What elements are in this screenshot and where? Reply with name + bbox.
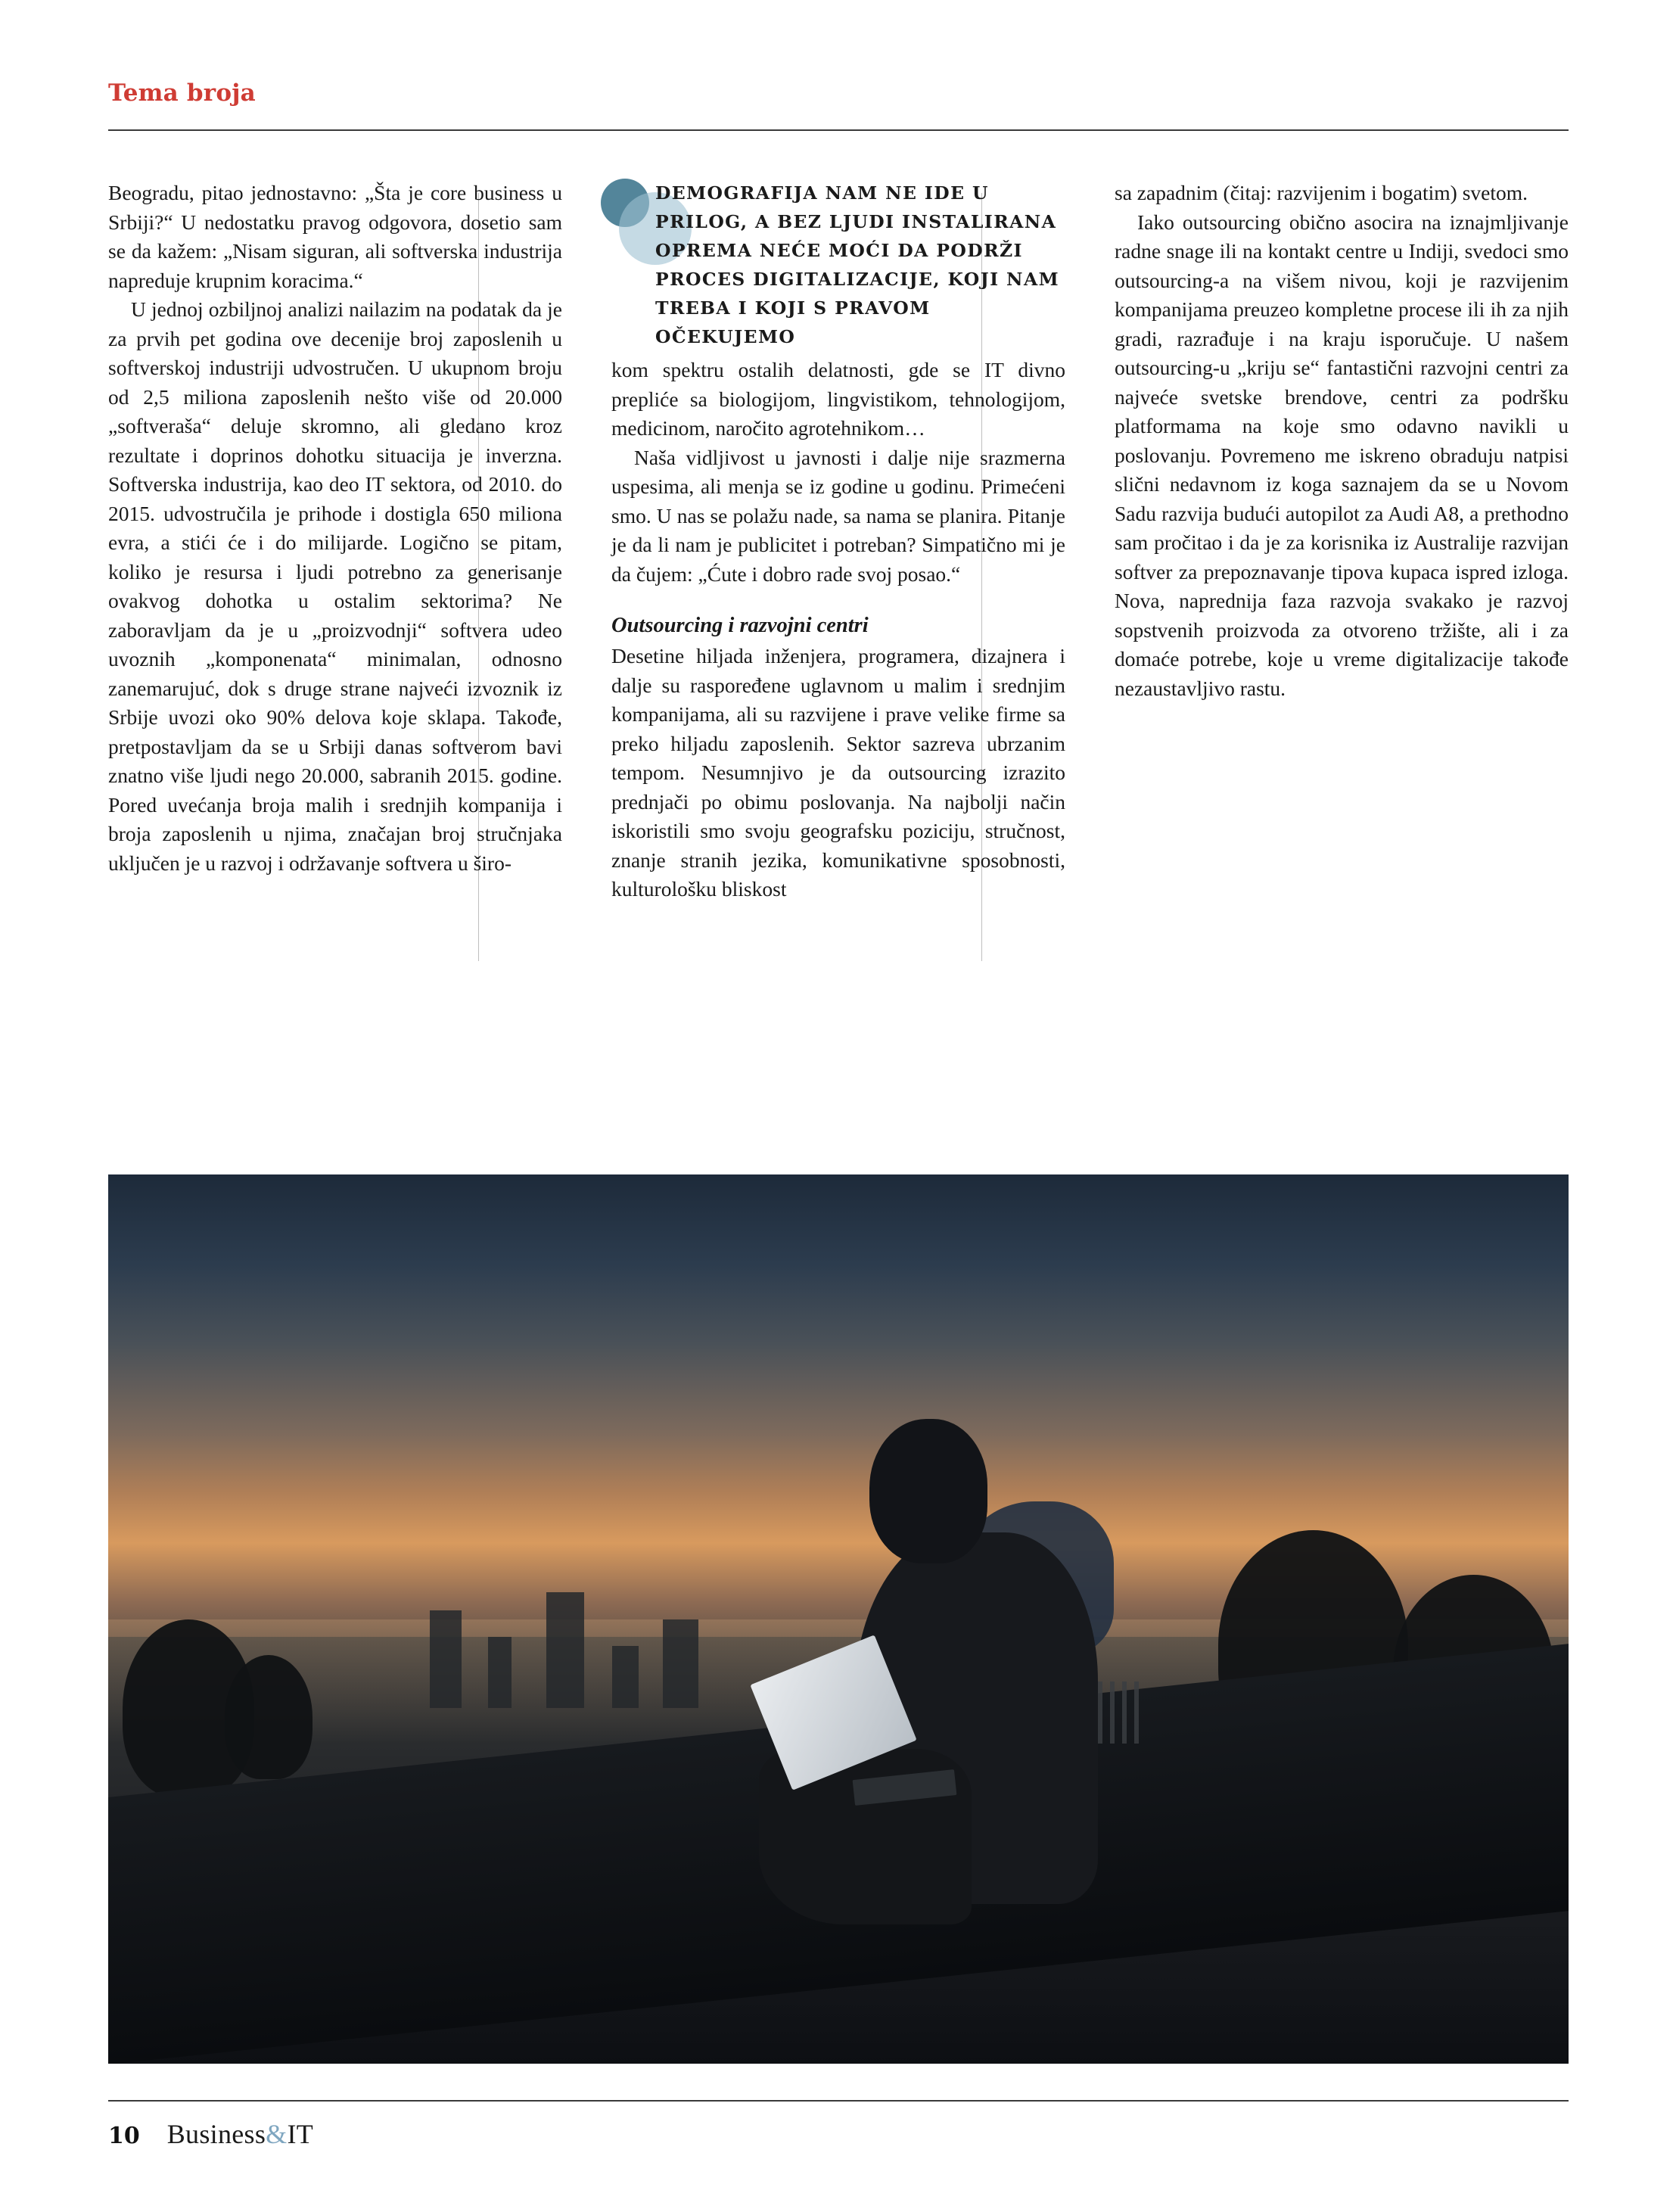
subheading: Outsourcing i razvojni centri xyxy=(611,614,869,637)
column-three xyxy=(1115,179,1569,703)
paragraph: Iako outsourcing obično asocira na iznajmljivanje radne snage ili na kontakt centre u Indiji, svedoci smo outsourcing-a na višem nivou, koji je razvijenim kompanijama preuzeo kompletne procese ili ih za njih gradi, razrađuje i na kraju isporučuje. U našem outsourcing-u „kriju se“ fantastični razvojni centri za najveće svetske brendove, centri za podršku platformama na koje smo odavno navikli u poslovanju. Povremeno me iskreno obraduju natpisi slični nedavnom iz koga saznajem da se u Novom Sadu razvija budući autopilot za Audi A8, a prethodno sam pročitao i da je za korisnika iz Australije razvijan softver za prepoznavanje tipova kupaca ispred izloga. Nova, naprednija faza razvoja svakako je razvoj sopstvenih proizvoda za otvoreno tržište, ali i za domaće potrebe, koje u vreme digitalizacije takođe nezaustavljivo rastu. xyxy=(1115,210,1569,700)
footer-divider xyxy=(108,2100,1569,2102)
photo-building xyxy=(430,1610,462,1708)
article-body xyxy=(108,179,1569,1155)
page-footer xyxy=(108,2100,1569,2150)
page-number: 10 xyxy=(108,2123,140,2149)
photo-building xyxy=(663,1619,698,1709)
paragraph: Desetine hiljada inženjera, programera, dizajnera i dalje su raspoređene uglavnom u malim i srednjim kompanijama, ali su razvijene i prave velike firme sa preko hiljadu zaposlenih. Sektor sazreva ubrzanim tempom. Nesumnjivo je da outsourcing izrazito prednjači po obimu poslovanja. Na najbolji način iskoristili smo svoju geografsku poziciju, stručnost, znanje stranih jezika, komunikativne sposobnosti, kulturološku bliskost xyxy=(611,644,1065,901)
photo-person-head xyxy=(869,1419,987,1563)
magazine-brand xyxy=(167,2118,313,2150)
photo-building xyxy=(612,1646,639,1708)
header-divider xyxy=(108,129,1569,131)
column-one xyxy=(108,179,562,878)
photo-tree xyxy=(225,1655,313,1780)
brand-first: Business xyxy=(166,2119,266,2149)
paragraph: U jednoj ozbiljnoj analizi nailazim na podatak da je za prvih pet godina ove decenije broj zaposlenih u softverskoj industriji udvostručen. U ukupnom broju od 2,5 miliona zaposlenih nešto više od 20.000 „softveraša“ deluje skromno, ali gledano kroz rezultate i doprinos dohotku situacija je inverzna. Softverska industrija, kao deo IT sektora, od 2010. do 2015. udvostručila je prihode i dostigla 650 miliona evra, a stići će i do milijarde. Logično se pitam, koliko je resursa i ljudi potrebno za generisanje ovakvog dohotka u ostalim sektorima? Ne zaboravljam da je u „proizvodnji“ softvera udeo uvoznih „komponenata“ minimalan, odnosno zanemarujuć, dok s druge strane najveći izvoznik iz Srbije uvozi oko 90% delova koje sklapa. Takođe, pretpostavljam da se u Srbiji danas softverom bavi znatno više ljudi nego 20.000, sabranih 2015. godine. Pored uvećanja broja malih i srednjih kompanija i broja zaposlenih u njima, značajan broj stručnjaka uključen je u razvoj i održavanje softvera u širo- xyxy=(108,297,562,875)
paragraph: sa zapadnim (čitaj: razvijenim i bogatim) svetom. xyxy=(1115,181,1528,204)
article-photo xyxy=(108,1174,1569,2064)
brand-last: IT xyxy=(287,2119,314,2149)
footer-row xyxy=(108,2118,1569,2150)
brand-ampersand: & xyxy=(266,2119,288,2149)
column-two xyxy=(611,179,1065,904)
pull-quote-block xyxy=(611,179,1065,351)
paragraph: kom spektru ostalih delatnosti, gde se IT divno prepliće sa biologijom, lingvistikom, tehnologijom, medicinom, naročito agrotehnikom… xyxy=(611,358,1065,440)
photo-person xyxy=(751,1388,1145,1904)
photo-building xyxy=(488,1637,512,1708)
page-header xyxy=(108,79,1569,131)
paragraph: Beogradu, pitao jednostavno: „Šta je core business u Srbiji?“ U nedostatku pravog odgovora, dosetio sam se da kažem: „Nisam siguran, ali softverska industrija napreduje krupnim koracima.“ xyxy=(108,181,562,292)
photo-building xyxy=(546,1592,584,1708)
paragraph: Naša vidljivost u javnosti i dalje nije srazmerna uspesima, ali menja se iz godine u godinu. Primećeni smo. U nas se polažu nade, sa nama se planira. Pitanje je da li nam je publicitet i potreban? Simpatično mi je da čujem: „Ćute i dobro rade svoj posao.“ xyxy=(611,445,1065,586)
pull-quote-text: DEMOGRAFIJA NAM NE IDE U PRILOG, A BEZ LJUDI INSTALIRANA OPREMA NEĆE MOĆI DA PODRŽI PROCES DIGITALIZACIJE, KOJI NAM TREBA I KOJI S PRAVOM OČEKUJEMO xyxy=(655,182,1059,347)
section-label: Tema broja xyxy=(108,79,256,107)
